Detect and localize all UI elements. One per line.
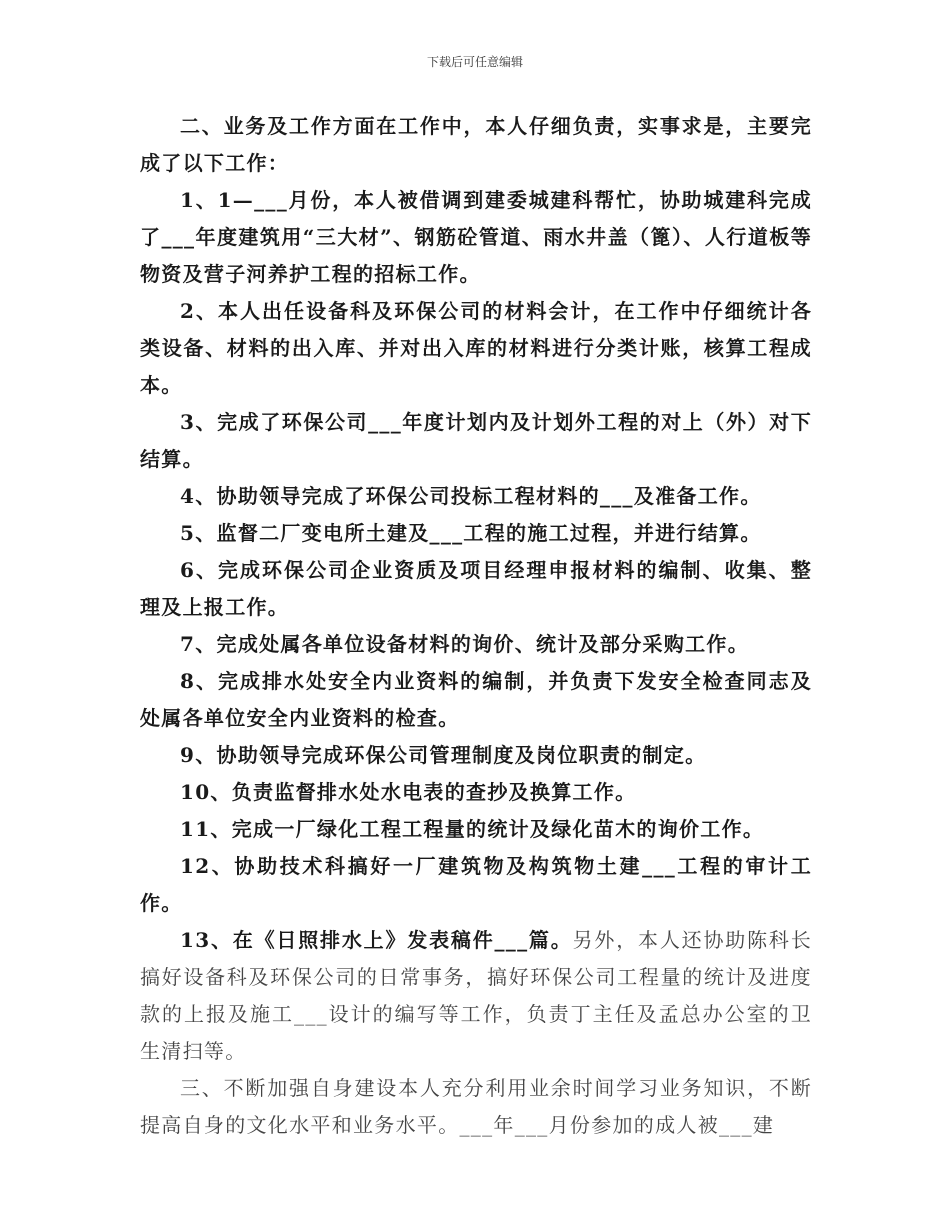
paragraph-item-13: [140, 922, 812, 1070]
paragraph-item-8: 8、完成排水处安全内业资料的编制，并负责下发安全检查同志及处属各单位安全内业资料的检查。: [140, 669, 812, 730]
paragraph-section-two: 二、业务及工作方面在工作中，本人仔细负责，实事求是，主要完成了以下工作：: [140, 114, 812, 175]
paragraph-item-13-rest: 另外，本人还协助陈科长搞好设备科及环保公司的日常事务，搞好环保公司工程量的统计及进度款的上报及施工___设计的编写等工作，负责丁主任及孟总办公室的卫生清扫等。: [140, 928, 812, 1063]
paragraph-item-13-bold: 13、在《日照排水上》发表稿件___篇。: [180, 928, 573, 952]
paragraph-item-7: 7、完成处属各单位设备材料的询价、统计及部分采购工作。: [180, 632, 750, 656]
paragraph-item-4: 4、协助领导完成了环保公司投标工程材料的___及准备工作。: [180, 484, 762, 508]
paragraph-item-1: 1、1—___月份，本人被借调到建委城建科帮忙，协助城建科完成了___年度建筑用“三大材”、钢筋砼管道、雨水井盖（篦）、人行道板等物资及营子河养护工程的招标工作。: [140, 188, 812, 286]
paragraph-section-three: 三、不断加强自身建设本人充分利用业余时间学习业务知识，不断提高自身的文化水平和业务水平。___年___月份参加的成人被___建: [140, 1076, 812, 1137]
paragraph-item-12: 12、协助技术科搞好一厂建筑物及构筑物土建___工程的审计工作。: [140, 854, 812, 915]
paragraph-item-5: 5、监督二厂变电所土建及___工程的施工过程，并进行结算。: [180, 521, 762, 545]
paragraph-item-2: 2、本人出任设备科及环保公司的材料会计，在工作中仔细统计各类设备、材料的出入库、并对出入库的材料进行分类计账，核算工程成本。: [140, 299, 812, 397]
paragraph-item-11: 11、完成一厂绿化工程工程量的统计及绿化苗木的询价工作。: [180, 817, 765, 841]
page-header-caption: 下载后可任意编辑: [426, 55, 523, 69]
document-body: [140, 108, 812, 1144]
paragraph-item-6: 6、完成环保公司企业资质及项目经理申报材料的编制、收集、整理及上报工作。: [140, 558, 812, 619]
paragraph-item-9: 9、协助领导完成环保公司管理制度及岗位职责的制定。: [180, 743, 707, 767]
paragraph-item-3: 3、完成了环保公司___年度计划内及计划外工程的对上（外）对下结算。: [140, 410, 812, 471]
paragraph-item-10: 10、负责监督排水处水电表的查抄及换算工作。: [180, 780, 637, 804]
